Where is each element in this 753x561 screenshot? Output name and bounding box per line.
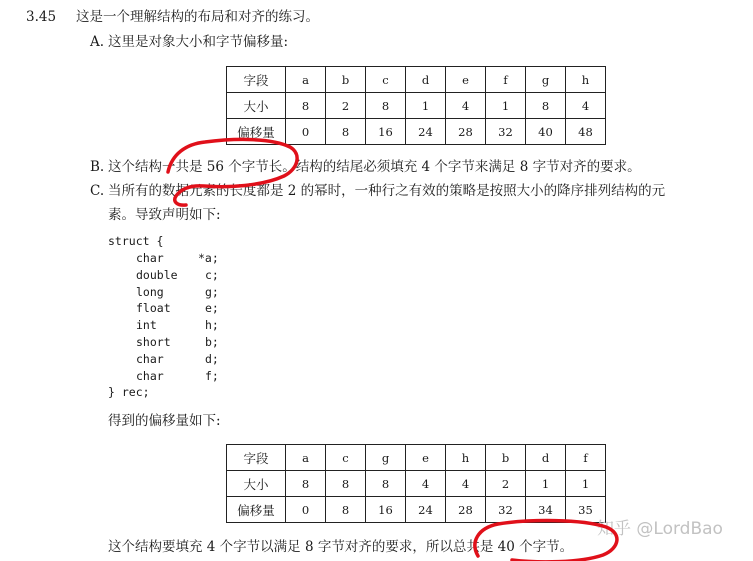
table-cell: 4 — [446, 471, 486, 497]
table-cell: 2 — [326, 93, 366, 119]
table-cell: 1 — [566, 471, 606, 497]
table-cell: g — [366, 445, 406, 471]
offset-table-original — [226, 66, 606, 145]
table-cell: 4 — [446, 93, 486, 119]
table-row — [227, 67, 606, 93]
table-cell: a — [286, 67, 326, 93]
code-struct-close: } rec; — [108, 385, 150, 399]
offsets-intro: 得到的偏移量如下: — [108, 413, 221, 429]
field-name: *a; — [198, 251, 219, 265]
table-cell: 28 — [446, 497, 486, 523]
table-cell: 8 — [366, 93, 406, 119]
table-cell: c — [326, 445, 366, 471]
field-type: char — [136, 251, 164, 265]
table-cell: 8 — [326, 119, 366, 145]
table-cell: 2 — [486, 471, 526, 497]
table-cell: 32 — [486, 497, 526, 523]
code-field-line — [136, 301, 256, 317]
field-type: short — [136, 335, 171, 349]
table-cell: 40 — [526, 119, 566, 145]
part-c-text-2: 素。导致声明如下: — [108, 207, 221, 223]
table-cell: 34 — [526, 497, 566, 523]
part-a-text: 这里是对象大小和字节偏移量: — [108, 34, 289, 50]
table-cell: d — [526, 445, 566, 471]
part-b-label: B. — [90, 159, 105, 175]
field-name: f; — [205, 368, 219, 383]
part-a-label: A. — [90, 34, 105, 50]
field-type: double — [136, 267, 178, 282]
code-field-line — [136, 285, 256, 301]
table-cell: h — [446, 445, 486, 471]
code-field-line — [136, 335, 256, 351]
field-type: float — [136, 301, 171, 316]
field-name: g; — [205, 284, 219, 299]
watermark: 知乎 @LordBao — [597, 519, 723, 539]
field-type: long — [136, 284, 164, 299]
table-cell: 32 — [486, 119, 526, 145]
code-field-line — [136, 268, 256, 284]
table-cell: 4 — [406, 471, 446, 497]
field-name: d; — [205, 351, 219, 366]
table-cell: d — [406, 67, 446, 93]
row-header: 字段 — [227, 67, 286, 93]
table-cell: f — [486, 67, 526, 93]
table-row — [227, 445, 606, 471]
table-row — [227, 93, 606, 119]
problem-intro: 这是一个理解结构的布局和对齐的练习。 — [76, 9, 319, 25]
code-field-line — [136, 352, 256, 368]
table-cell: 16 — [366, 119, 406, 145]
table-cell: 0 — [286, 497, 326, 523]
table-cell: 8 — [286, 93, 326, 119]
field-type: char — [136, 368, 164, 383]
table-row — [227, 119, 606, 145]
table-row — [227, 497, 606, 523]
table-cell: 4 — [566, 93, 606, 119]
code-field-line — [136, 318, 256, 334]
table-cell: 8 — [286, 471, 326, 497]
table-row — [227, 471, 606, 497]
table-cell: f — [566, 445, 606, 471]
row-header: 字段 — [227, 445, 286, 471]
table-cell: e — [446, 67, 486, 93]
conclusion-text: 这个结构要填充 4 个字节以满足 8 字节对齐的要求，所以总共是 40 个字节。 — [108, 539, 574, 555]
problem-number: 3.45 — [26, 9, 57, 25]
row-header: 偏移量 — [227, 497, 286, 523]
table-cell: 24 — [406, 119, 446, 145]
table-cell: 35 — [566, 497, 606, 523]
offset-table-reordered — [226, 444, 606, 523]
field-name: c; — [205, 267, 219, 282]
code-field-line — [136, 369, 256, 385]
table-cell: 8 — [326, 497, 366, 523]
table-cell: 1 — [486, 93, 526, 119]
part-c-text-1: 当所有的数据元素的长度都是 2 的幂时，一种行之有效的策略是按照大小的降序排列结构的元 — [108, 183, 666, 199]
table-cell: 8 — [526, 93, 566, 119]
code-field-line — [136, 251, 256, 267]
table-cell: 48 — [566, 119, 606, 145]
table-cell: 1 — [526, 471, 566, 497]
table-cell: a — [286, 445, 326, 471]
table-cell: 0 — [286, 119, 326, 145]
row-header: 大小 — [227, 471, 286, 497]
table-cell: 16 — [366, 497, 406, 523]
field-type: int — [136, 318, 157, 333]
table-cell: 8 — [366, 471, 406, 497]
field-name: h; — [205, 318, 219, 333]
table-cell: h — [566, 67, 606, 93]
table-cell: 1 — [406, 93, 446, 119]
table-cell: g — [526, 67, 566, 93]
code-struct-open: struct { — [108, 234, 164, 248]
table-cell: 28 — [446, 119, 486, 145]
table-cell: 24 — [406, 497, 446, 523]
row-header: 大小 — [227, 93, 286, 119]
field-name: e; — [205, 301, 219, 316]
field-type: char — [136, 351, 164, 366]
table-cell: b — [326, 67, 366, 93]
table-cell: b — [486, 445, 526, 471]
row-header: 偏移量 — [227, 119, 286, 145]
part-b-text: 这个结构一共是 56 个字节长。结构的结尾必须填充 4 个字节来满足 8 字节对齐的要求。 — [108, 159, 641, 175]
table-cell: c — [366, 67, 406, 93]
table-cell: 8 — [326, 471, 366, 497]
table-cell: e — [406, 445, 446, 471]
part-c-label: C. — [90, 183, 105, 199]
field-name: b; — [205, 335, 219, 349]
